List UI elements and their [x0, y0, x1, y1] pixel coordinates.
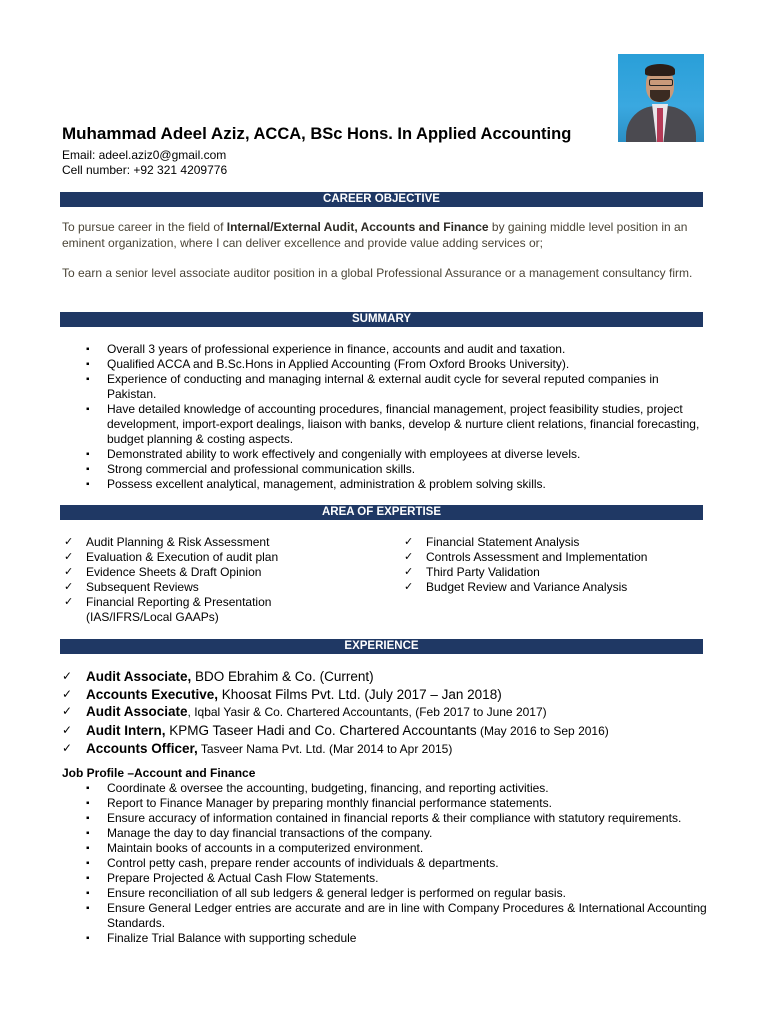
experience-heading: EXPERIENCE — [60, 639, 703, 654]
email-line: Email: adeel.aziz0@gmail.com — [62, 148, 227, 162]
objective-paragraph-1: To pursue career in the field of Internal/External Audit, Accounts and Finance by gaining middle level position in an eminent organization, where I can deliver excellence and provide value adding services or; — [62, 220, 688, 250]
summary-heading: SUMMARY — [60, 312, 703, 327]
list-item: ▪ Strong commercial and professional communication skills. — [60, 462, 708, 477]
list-item: ▪ Ensure accuracy of information contained in financial reports & their compliance with statutory requirements. — [60, 811, 708, 826]
name-text: Muhammad Adeel Aziz — [62, 124, 245, 143]
experience-list — [62, 668, 609, 759]
objective-paragraph-2: To earn a senior level associate auditor position in a global Professional Assurance or a management consultancy firm. — [62, 266, 693, 280]
list-item: ▪ Demonstrated ability to work effectively and congenially with employees at diverse levels. — [60, 447, 708, 462]
expertise-list-right — [402, 535, 702, 595]
list-item: ▪ Coordinate & oversee the accounting, budgeting, financing, and reporting activities. — [60, 781, 708, 796]
list-item: ▪ Ensure reconciliation of all sub ledgers & general ledger is performed on regular basis. — [60, 886, 708, 901]
experience-item: ✓ Audit Associate, Iqbal Yasir & Co. Chartered Accountants, (Feb 2017 to June 2017) — [62, 703, 609, 722]
list-item: ▪ Finalize Trial Balance with supporting schedule — [60, 931, 708, 946]
credentials-text: , ACCA, BSc Hons. In Applied Accounting — [244, 125, 572, 143]
job-profile-heading: Job Profile –Account and Finance — [62, 766, 256, 780]
experience-item: ✓ Accounts Executive, Khoosat Films Pvt. Ltd. (July 2017 – Jan 2018) — [62, 686, 609, 704]
objective-focus-areas: Internal/External Audit, Accounts and Finance — [226, 220, 489, 234]
list-item: ✓ Third Party Validation — [402, 565, 702, 580]
list-item: ▪ Ensure General Ledger entries are accurate and are in line with Company Procedures & International Accounting Standards. — [60, 901, 708, 931]
list-item: ▪ Maintain books of accounts in a computerized environment. — [60, 841, 708, 856]
experience-item: ✓ Audit Associate, BDO Ebrahim & Co. (Current) — [62, 668, 609, 686]
list-item: ✓ Controls Assessment and Implementation — [402, 550, 702, 565]
phone-line: Cell number: +92 321 4209776 — [62, 163, 228, 177]
list-item: ✓ Financial Statement Analysis — [402, 535, 702, 550]
list-item: ✓ Audit Planning & Risk Assessment — [62, 535, 322, 550]
list-item: ▪ Prepare Projected & Actual Cash Flow Statements. — [60, 871, 708, 886]
list-item: ▪ Control petty cash, prepare render accounts of individuals & departments. — [60, 856, 708, 871]
list-item: ✓ Evidence Sheets & Draft Opinion — [62, 565, 322, 580]
list-item: ✓ Budget Review and Variance Analysis — [402, 580, 702, 595]
summary-list — [60, 342, 708, 492]
job-profile-list — [60, 781, 708, 946]
career-objective-heading: CAREER OBJECTIVE — [60, 192, 703, 207]
list-item: ▪ Manage the day to day financial transactions of the company. — [60, 826, 708, 841]
experience-item: ✓ Audit Intern, KPMG Taseer Hadi and Co. Chartered Accountants (May 2016 to Sep 2016) — [62, 722, 609, 741]
list-item: ✓ Evaluation & Execution of audit plan — [62, 550, 322, 565]
candidate-name — [62, 124, 571, 144]
list-item: ▪ Qualified ACCA and B.Sc.Hons in Applied Accounting (From Oxford Brooks University). — [60, 357, 708, 372]
list-item: ✓ Subsequent Reviews — [62, 580, 322, 595]
contact-info — [62, 148, 227, 178]
list-item: ▪ Experience of conducting and managing internal & external audit cycle for several reputed companies in Pakistan. — [60, 372, 708, 402]
list-item: ▪ Overall 3 years of professional experience in finance, accounts and audit and taxation. — [60, 342, 708, 357]
list-item: ▪ Report to Finance Manager by preparing monthly financial performance statements. — [60, 796, 708, 811]
list-item: ▪ Have detailed knowledge of accounting procedures, financial management, project feasibility studies, project development, import-export dealings, liaison with banks, develop & nurture client relations, financial forecasting, budget planning & costing aspects. — [60, 402, 708, 447]
profile-photo — [618, 54, 704, 142]
list-item: ✓ Financial Reporting & Presentation (IAS/IFRS/Local GAAPs) — [62, 595, 322, 625]
expertise-list-left — [62, 535, 322, 625]
experience-item: ✓ Accounts Officer, Tasveer Nama Pvt. Ltd. (Mar 2014 to Apr 2015) — [62, 740, 609, 759]
expertise-heading: AREA OF EXPERTISE — [60, 505, 703, 520]
list-item: ▪ Possess excellent analytical, management, administration & problem solving skills. — [60, 477, 708, 492]
